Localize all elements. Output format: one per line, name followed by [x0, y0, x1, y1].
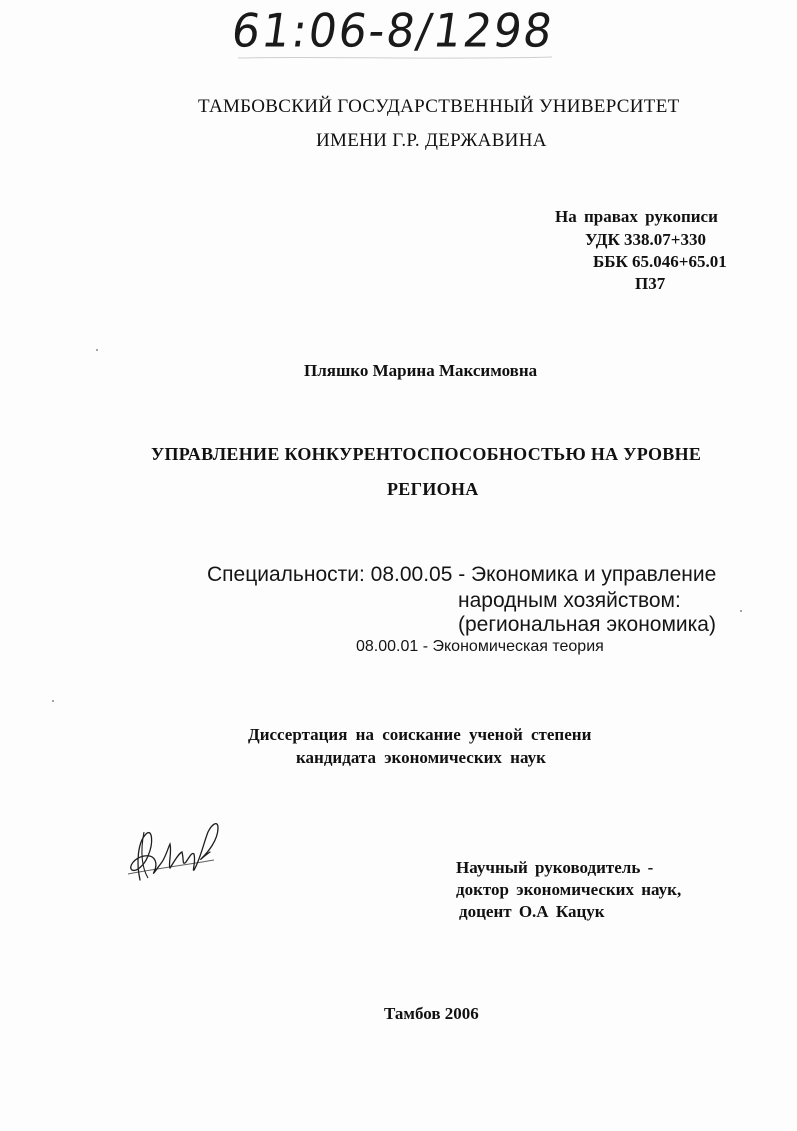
specialties-line4: 08.00.01 - Экономическая теория	[356, 638, 604, 655]
author-mark-code: П37	[635, 274, 666, 293]
university-name-line2: ИМЕНИ Г.Р. ДЕРЖАВИНА	[316, 130, 547, 151]
university-name-line1: ТАМБОВСКИЙ ГОСУДАРСТВЕННЫЙ УНИВЕРСИТЕТ	[198, 96, 680, 117]
supervisor-line1: Научный руководитель -	[456, 858, 654, 877]
specialties-line1: Специальности: 08.00.05 - Экономика и управление	[207, 563, 717, 586]
specialties-line3: (региональная экономика)	[458, 613, 716, 636]
city-year: Тамбов 2006	[384, 1004, 479, 1023]
bbk-code: ББК 65.046+65.01	[593, 252, 727, 271]
scan-speck	[52, 700, 54, 702]
supervisor-line3: доцент О.А Кацук	[459, 902, 605, 921]
signature	[118, 812, 228, 892]
archive-number-underline	[236, 54, 556, 62]
dissertation-degree-line2: кандидата экономических наук	[296, 748, 546, 767]
dissertation-title-line2: РЕГИОНА	[387, 479, 479, 499]
udk-code: УДК 338.07+330	[585, 230, 706, 249]
dissertation-degree-line1: Диссертация на соискание ученой степени	[248, 725, 592, 744]
author-name: Пляшко Марина Максимовна	[304, 361, 538, 380]
scan-speck	[96, 349, 98, 351]
specialties-line2: народным хозяйством:	[458, 589, 681, 612]
scan-speck	[740, 610, 742, 612]
dissertation-title-line1: УПРАВЛЕНИЕ КОНКУРЕНТОСПОСОБНОСТЬЮ НА УРОВНЕ	[151, 444, 702, 464]
archive-number-handwritten: 61:06-8/1298	[228, 4, 558, 59]
manuscript-rights: На правах рукописи	[555, 207, 718, 226]
supervisor-line2: доктор экономических наук,	[456, 880, 682, 899]
